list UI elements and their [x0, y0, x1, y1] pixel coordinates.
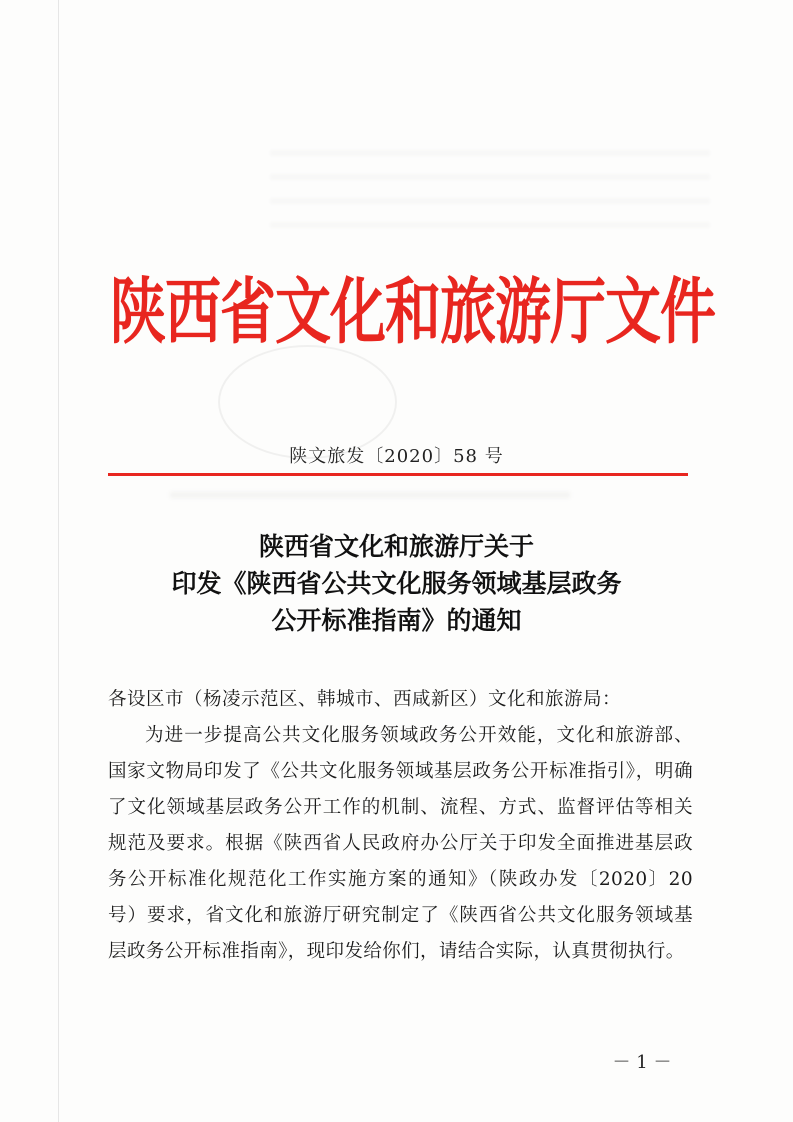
body-paragraph: 为进一步提高公共文化服务领域政务公开效能，文化和旅游部、国家文物局印发了《公共文化服务领域基层政务公开标准指引》，明确了文化领域基层政务公开工作的机制、流程、方式、监督评估等相关规范及要求。根据《陕西省人民政府办公厅关于印发全面推进基层政务公开标准化规范化工作实施方案的通知》（陕政办发〔2020〕20 号）要求，省文化和旅游厅研究制定了《陕西省公共文化服务领域基层政务公开标准指南》，现印发给你们，请结合实际，认真贯彻执行。 — [108, 725, 693, 962]
salutation: 各设区市（杨凌示范区、韩城市、西咸新区）文化和旅游局： — [108, 689, 622, 710]
title-line-1: 陕西省文化和旅游厅关于 — [258, 532, 534, 561]
document-title — [80, 528, 713, 639]
red-divider-line — [108, 473, 688, 476]
title-line-2: 印发《陕西省公共文化服务领域基层政务 — [171, 569, 622, 598]
document-body — [108, 682, 693, 970]
page-number: － 1 － — [612, 1052, 672, 1073]
bleed-through-text — [270, 150, 710, 245]
scan-edge — [58, 0, 59, 1122]
document-number: 陕文旅发〔2020〕58 号 — [289, 446, 504, 467]
document-masthead: 陕西省文化和旅游厅文件 — [110, 269, 715, 355]
bleed-through-line — [170, 492, 570, 498]
title-line-3: 公开标准指南》的通知 — [271, 606, 522, 635]
